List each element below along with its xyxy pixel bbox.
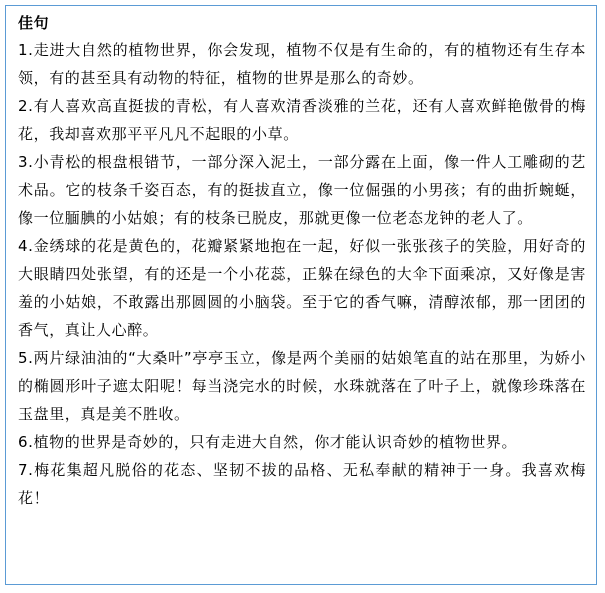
sentence-item — [18, 456, 586, 512]
item-text: 植物的世界是奇妙的，只有走进大自然，你才能认识奇妙的植物世界。 — [33, 433, 518, 451]
item-number: 6. — [18, 433, 34, 451]
item-text: 走进大自然的植物世界，你会发现，植物不仅是有生命的，有的植物还有生存本领，有的甚至具有动物的特征，植物的世界是那么的奇妙。 — [18, 41, 586, 87]
sentence-item — [18, 148, 586, 232]
item-text: 两片绿油油的“大桑叶”亭亭玉立，像是两个美丽的姑娘笔直的站在那里，为娇小的椭圆形叶子遮太阳呢！每当浇完水的时候，水珠就落在了叶子上，就像珍珠落在玉盘里，真是美不胜收。 — [18, 349, 586, 423]
item-number: 2. — [18, 97, 34, 115]
item-text: 有人喜欢高直挺拔的青松，有人喜欢清香淡雅的兰花，还有人喜欢鲜艳傲骨的梅花，我却喜欢那平平凡凡不起眼的小草。 — [18, 97, 586, 143]
sentence-item — [18, 344, 586, 428]
item-number: 1. — [18, 41, 34, 59]
item-number: 7. — [18, 461, 34, 479]
sentence-item — [18, 36, 586, 92]
item-text: 梅花集超凡脱俗的花态、坚韧不拔的品格、无私奉献的精神于一身。我喜欢梅花！ — [18, 461, 586, 507]
item-number: 5. — [18, 349, 34, 367]
item-text: 小青松的根盘根错节，一部分深入泥土，一部分露在上面，像一件人工雕砌的艺术品。它的枝条千姿百态，有的挺拔直立，像一位倔强的小男孩；有的曲折蜿蜒，像一位腼腆的小姑娘；有的枝条已脱皮，那就更像一位老态龙钟的老人了。 — [18, 153, 586, 227]
sentence-item — [18, 428, 586, 456]
item-text: 金绣球的花是黄色的，花瓣紧紧地抱在一起，好似一张张孩子的笑脸，用好奇的大眼睛四处张望，有的还是一个小花蕊，正躲在绿色的大伞下面乘凉，又好像是害羞的小姑娘，不敢露出那圆圆的小脑袋。至于它的香气嘛，清醇浓郁，那一团团的香气，真让人心醉。 — [18, 237, 586, 339]
section-title: 佳句 — [18, 14, 50, 32]
sentence-panel — [5, 5, 597, 585]
item-number: 4. — [18, 237, 34, 255]
sentence-item — [18, 92, 586, 148]
sentence-item — [18, 232, 586, 344]
item-number: 3. — [18, 153, 34, 171]
